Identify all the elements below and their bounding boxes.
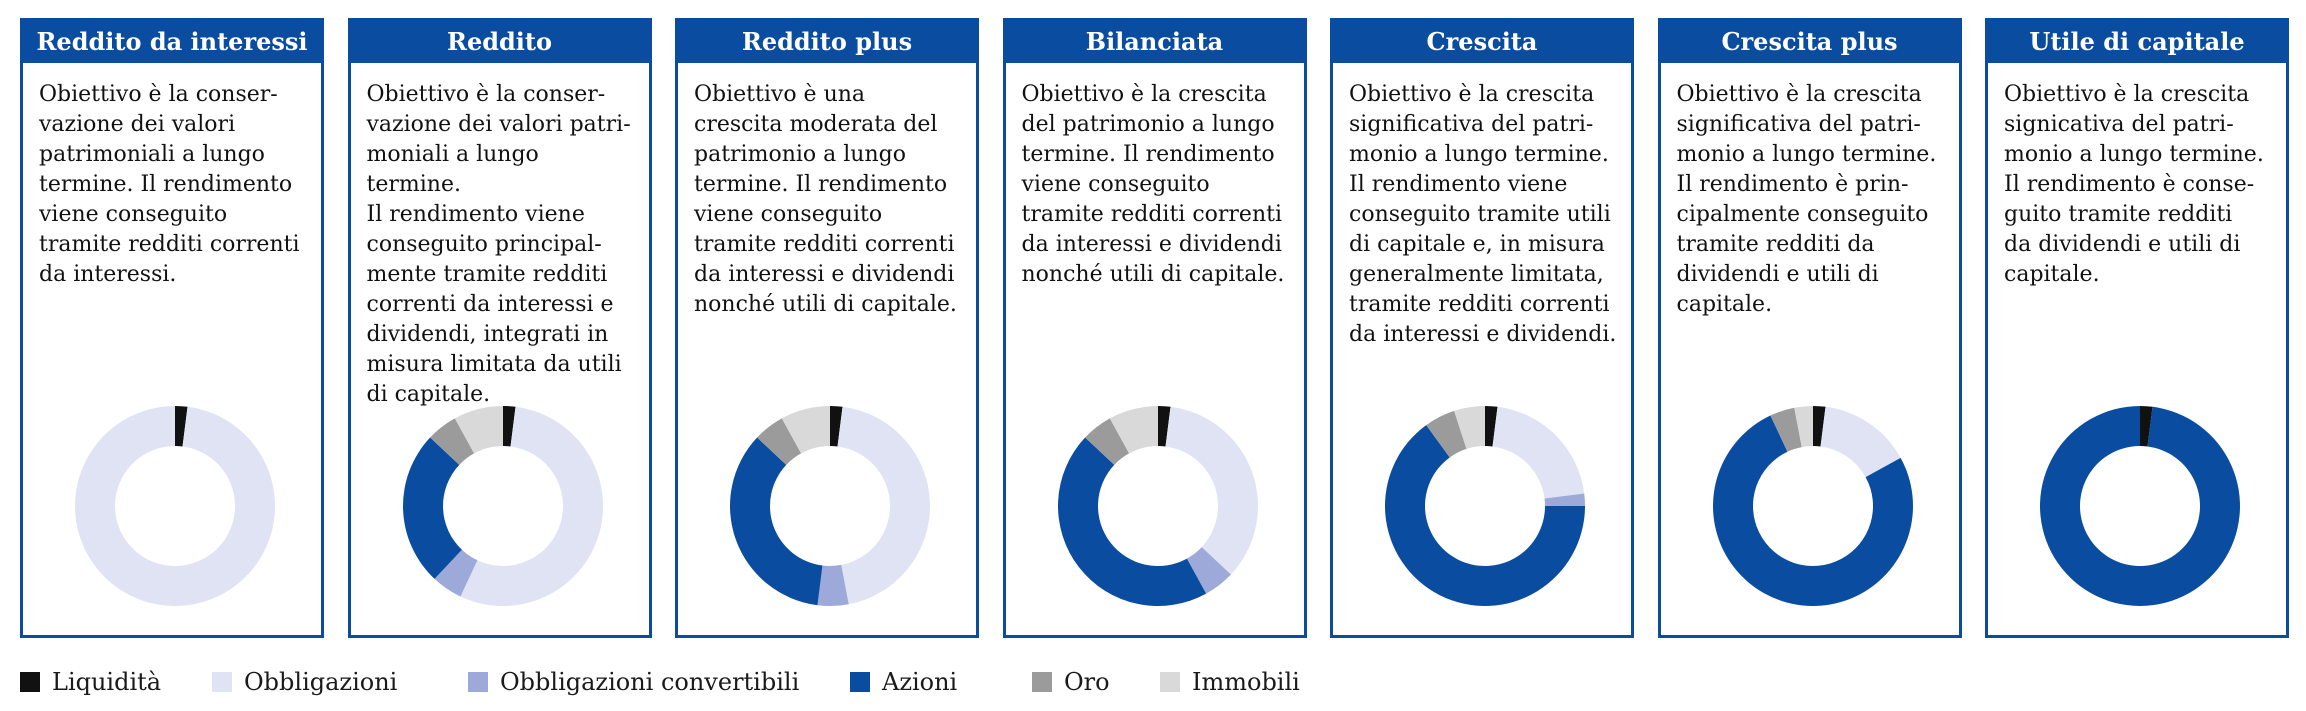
strategy-card-crescita-plus [1658, 18, 1962, 638]
card-title: Crescita [1333, 21, 1631, 63]
donut-chart [1708, 401, 1918, 611]
legend-label: Immobili [1192, 668, 1300, 696]
legend-swatch [1032, 672, 1052, 692]
legend-label: Azioni [882, 668, 958, 696]
card-description: Obiettivo è una crescita moderata del patrimonio a lungo termine. Il rendimento viene conseguito tramite redditi correnti da interessi e dividendi nonché utili di capitale. [694, 82, 957, 317]
card-title: Reddito plus [678, 21, 976, 63]
card-description: Obiettivo è la conser- vazione dei valori patrimoniali a lungo termine. Il rendimento viene conseguito tramite redditi correnti da interessi. [39, 82, 300, 287]
strategy-card-bilanciata [1003, 18, 1307, 638]
card-description: Obiettivo è la crescita significativa del patri- monio a lungo termine. Il rendimento viene conseguito tramite utili di capitale e, in misura generalmente limitata, tramite redditi correnti da interessi e dividendi. [1349, 82, 1617, 347]
legend-swatch [1160, 672, 1180, 692]
legend-item-obbligazioni [212, 665, 397, 699]
legend-swatch [20, 672, 40, 692]
donut-chart [70, 401, 280, 611]
legend-item-oro [1032, 665, 1110, 699]
legend-swatch [212, 672, 232, 692]
donut-chart [2035, 401, 2245, 611]
donut-slice-azioni [730, 438, 822, 606]
legend-label: Liquidità [52, 668, 162, 696]
card-title: Utile di capitale [1988, 21, 2286, 63]
card-title: Reddito [351, 21, 649, 63]
donut-chart [1053, 401, 1263, 611]
legend-label: Oro [1064, 668, 1110, 696]
legend-item-liquidita [20, 665, 161, 699]
donut-chart [725, 401, 935, 611]
legend-label: Obbligazioni convertibili [500, 668, 800, 696]
donut-slice-obbligazioni [75, 406, 275, 606]
chart-legend [20, 665, 2286, 699]
card-description: Obiettivo è la crescita significativa del patri- monio a lungo termine. Il rendimento è prin- cipalmente conseguito tramite redditi da dividendi e utili di capitale. [1676, 82, 1937, 317]
card-description: Obiettivo è la conser- vazione dei valori patri- moniali a lungo termine. Il rendimento viene conseguito principal- mente tramite redditi correnti da interessi e dividendi, integrati in misura limitata da utili di capitale. [366, 82, 631, 407]
legend-label: Obbligazioni [244, 668, 398, 696]
legend-item-immobili [1160, 665, 1300, 699]
donut-slice-obbligazioni [838, 407, 930, 604]
legend-item-azioni [850, 665, 957, 699]
strategy-card-reddito-da-interessi [20, 18, 324, 638]
donut-slice-azioni [1058, 438, 1206, 606]
legend-swatch [468, 672, 488, 692]
donut-chart [398, 401, 608, 611]
donut-slice-obbligazioni [1165, 407, 1257, 575]
strategy-card-reddito [348, 18, 652, 638]
card-title: Crescita plus [1661, 21, 1959, 63]
strategy-card-crescita [1330, 18, 1634, 638]
card-description: Obiettivo è la crescita del patrimonio a lungo termine. Il rendimento viene conseguito tramite redditi correnti da interessi e dividendi nonché utili di capitale. [1021, 82, 1285, 287]
strategy-card-utile-di-capitale [1985, 18, 2289, 638]
donut-slice-azioni [2040, 406, 2240, 606]
donut-chart [1380, 401, 1590, 611]
card-title: Bilanciata [1006, 21, 1304, 63]
card-title: Reddito da interessi [23, 21, 321, 63]
legend-item-obbligazioni-convertibili [468, 665, 799, 699]
legend-swatch [850, 672, 870, 692]
strategy-card-reddito-plus [675, 18, 979, 638]
donut-slice-obbligazioni [1493, 407, 1585, 499]
card-description: Obiettivo è la crescita signicativa del patri- monio a lungo termine. Il rendimento è conse- guito tramite redditi da dividendi e utili di capitale. [2004, 82, 2264, 287]
strategy-cards [20, 18, 2286, 638]
